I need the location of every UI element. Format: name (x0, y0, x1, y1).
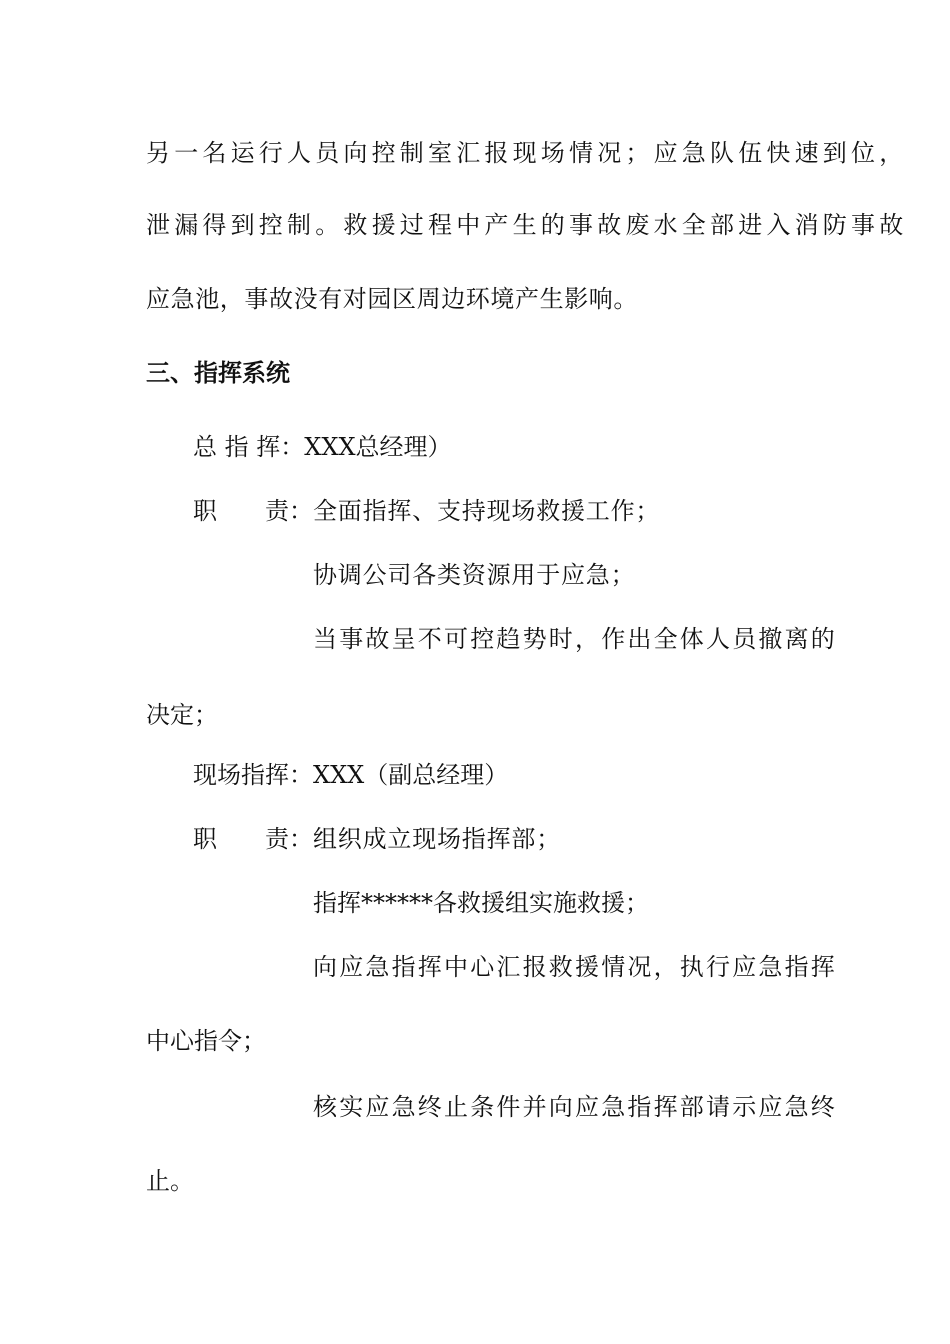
commander-label: 总 指 挥： (193, 433, 305, 461)
site-duties-row (193, 824, 561, 854)
paragraph-line: 另一名运行人员向控制室汇报现场情况；应急队伍快速到位， (146, 139, 908, 167)
duty-item-continuation: 止。 (146, 1167, 194, 1195)
duty-item-continuation: 决定； (146, 701, 218, 729)
site-commander-label: 现场指挥： (193, 761, 313, 789)
duty-item: 向应急指挥中心汇报救援情况，执行应急指挥 (313, 953, 837, 981)
duties-label: 职 责： (193, 497, 313, 525)
paragraph-line: 泄漏得到控制。救援过程中产生的事故废水全部进入消防事故 (146, 211, 908, 239)
duty-item: 全面指挥、支持现场救援工作； (313, 497, 661, 525)
duties-label: 职 责： (193, 825, 313, 853)
duty-item: 协调公司各类资源用于应急； (313, 561, 636, 589)
commander-duties-row (193, 496, 660, 526)
duty-item: 当事故呈不可控趋势时，作出全体人员撤离的 (313, 625, 837, 653)
duty-item: 核实应急终止条件并向应急指挥部请示应急终 (313, 1093, 837, 1121)
site-commander-value: XXX（副总经理） (313, 761, 509, 789)
commander-value: XXX总经理） (304, 433, 452, 461)
duty-item: 组织成立现场指挥部； (313, 825, 561, 853)
commander-row (193, 432, 452, 462)
paragraph-line: 应急池，事故没有对园区周边环境产生影响。 (146, 285, 638, 313)
section-heading: 三、指挥系统 (146, 359, 290, 387)
site-commander-row (193, 760, 508, 790)
duty-item-continuation: 中心指令； (146, 1027, 266, 1055)
duty-item: 指挥******各救援组实施救援； (313, 889, 649, 917)
